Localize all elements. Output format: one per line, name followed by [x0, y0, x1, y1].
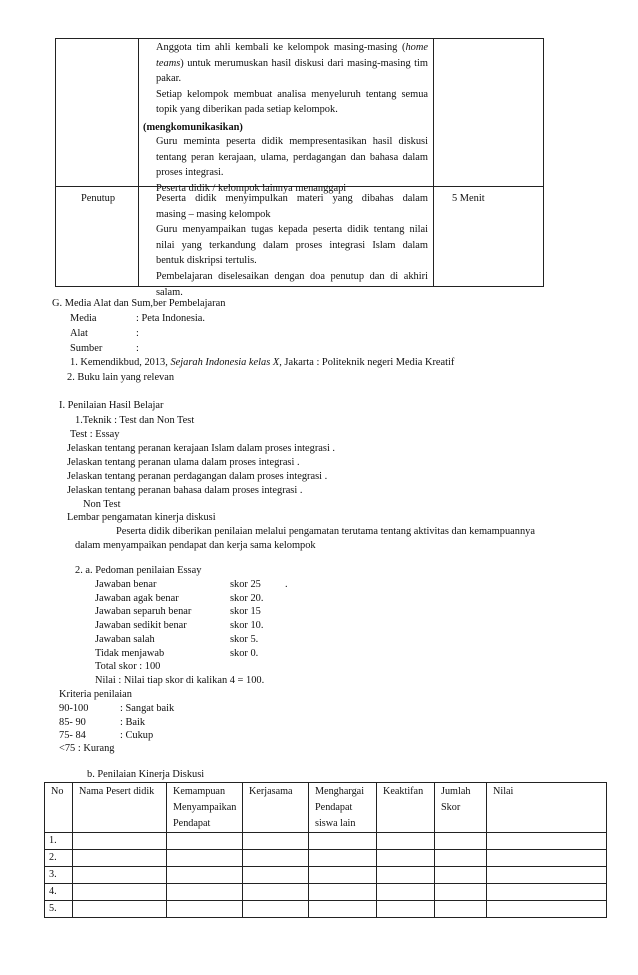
table-cell — [435, 850, 487, 867]
section-i-heading: I. Penilaian Hasil Belajar — [59, 400, 164, 411]
row-number: 1. — [45, 833, 73, 850]
row-number: 2. — [45, 850, 73, 867]
kriteria-label: : Baik — [120, 716, 146, 728]
media-label: Media — [70, 313, 97, 324]
pedoman-score-extra: . — [285, 579, 288, 590]
table-cell — [377, 900, 435, 917]
kriteria-range: 75- 84 — [59, 730, 86, 742]
header-text: Pendapat — [315, 801, 353, 813]
pedoman-answer-label: Tidak menjawab — [95, 647, 165, 659]
table-cell — [243, 867, 309, 884]
header-text: Keaktifan — [383, 786, 424, 797]
essay-item: Jelaskan tentang peranan perdagangan dalam proses integrasi . — [67, 471, 328, 482]
table-cell — [73, 900, 167, 917]
pedoman-answer-label: Jawaban separuh benar — [95, 606, 192, 618]
paragraph-line: Peserta didik diberikan penilaian melalui pengamatan terutama tentang aktivitas dan kemampuannya — [116, 526, 535, 537]
pedoman-answer-label: Jawaban agak benar — [95, 592, 179, 604]
pedoman-score: skor 0. — [230, 647, 259, 659]
table-cell — [243, 883, 309, 900]
pedoman-answer-label: Jawaban sedikit benar — [95, 620, 187, 632]
continuation-line: Anggota tim ahli kembali ke kelompok masing-masing (home — [156, 42, 428, 53]
table-cell — [435, 867, 487, 884]
column-divider — [138, 39, 139, 286]
penutup-line: Guru menyampaikan tugas kepada peserta didik tentang nilai — [156, 224, 428, 236]
alat-value: : — [136, 328, 139, 339]
pedoman-heading: 2. a. Pedoman penilaian Essay — [75, 565, 202, 576]
continuation-line: topik yang diberikan pada setiap kelompok. — [156, 104, 338, 116]
kinerja-heading: b. Penilaian Kinerja Diskusi — [87, 769, 205, 780]
table-cell — [309, 833, 377, 850]
essay-item: Jelaskan tentang peranan kerajaan Islam dalam proses integrasi . — [67, 443, 336, 454]
table-cell — [73, 850, 167, 867]
penutup-time: 5 Menit — [452, 193, 485, 204]
reference-1: 1. Kemendikbud, 2013, Sejarah Indonesia kelas X, Jakarta : Politeknik negeri Media Kreatif — [70, 357, 455, 368]
pedoman-score: skor 5. — [230, 633, 259, 645]
table-cell — [167, 833, 243, 850]
table-cell — [309, 850, 377, 867]
table-cell — [73, 833, 167, 850]
table-cell — [487, 850, 607, 867]
section-g-heading: G. Media Alat dan Sum,ber Pembelajaran — [52, 298, 226, 309]
continuation-line: Setiap kelompok membuat analisa menyeluruh tentang semua — [156, 88, 428, 100]
header-text: Kemampuan — [173, 786, 226, 797]
table-header-cell — [435, 783, 487, 833]
komunikasi-text — [156, 134, 428, 196]
komunikasi-line: proses integrasi. — [156, 167, 224, 179]
pedoman-answer-label: Jawaban benar — [95, 579, 157, 590]
penutup-text — [156, 191, 428, 300]
table-cell — [243, 833, 309, 850]
mengkomunikasikan-heading: (mengkomunikasikan) — [143, 122, 243, 133]
table-header-cell — [167, 783, 243, 833]
kriteria-range: 90-100 — [59, 703, 89, 714]
table-cell — [309, 883, 377, 900]
header-text: Nama Pesert didik — [79, 786, 155, 797]
row-number: 5. — [45, 900, 73, 917]
total-skor: Total skor : 100 — [95, 661, 161, 672]
row-number: 4. — [45, 883, 73, 900]
header-text: No — [51, 786, 64, 797]
pedoman-score: skor 25 — [230, 579, 261, 590]
teknik-line: 1.Teknik : Test dan Non Test — [75, 415, 195, 426]
table-cell — [435, 900, 487, 917]
test-essay-line: Test : Essay — [70, 429, 120, 440]
kinerja-table — [44, 782, 607, 918]
table-header-cell — [487, 783, 607, 833]
table-cell — [487, 900, 607, 917]
table-header-cell — [309, 783, 377, 833]
table-cell — [487, 867, 607, 884]
sumber-value: : — [136, 343, 139, 354]
penutup-line: Pembelajaran diselesaikan dengan doa penutup dan di akhiri — [156, 271, 428, 283]
header-text: Kerjasama — [249, 786, 293, 797]
pedoman-score: skor 20. — [230, 592, 264, 604]
media-value: : Peta Indonesia. — [136, 313, 205, 324]
column-divider — [433, 39, 434, 286]
table-cell — [167, 883, 243, 900]
kriteria-heading: Kriteria penilaian — [59, 689, 132, 700]
table-row — [45, 883, 607, 900]
alat-label: Alat — [70, 328, 88, 339]
pedoman-score: skor 15 — [230, 606, 261, 618]
table-header-cell — [73, 783, 167, 833]
table-cell — [377, 883, 435, 900]
kriteria-kurang: <75 : Kurang — [59, 743, 115, 754]
table-cell — [73, 867, 167, 884]
paragraph-line: dalam menyampaikan pendapat dan kerja sama kelompok — [75, 540, 316, 551]
table-cell — [377, 833, 435, 850]
table-cell — [487, 883, 607, 900]
table-cell — [309, 900, 377, 917]
penutup-line: Peserta didik menyimpulkan materi yang dibahas dalam — [156, 193, 428, 204]
header-text: siswa lain — [315, 817, 356, 829]
nilai-rule: Nilai : Nilai tiap skor di kalikan 4 = 100. — [95, 675, 265, 686]
header-text: Jumlah — [441, 786, 471, 797]
sumber-label: Sumber — [70, 343, 103, 354]
continuation-text — [156, 40, 428, 118]
table-cell — [167, 867, 243, 884]
penutup-label: Penutup — [81, 193, 116, 204]
header-text: Menyampaikan — [173, 801, 237, 813]
table-cell — [435, 883, 487, 900]
kriteria-label: : Cukup — [120, 730, 154, 742]
header-text: Nilai — [493, 786, 514, 797]
table-cell — [167, 900, 243, 917]
table-header-cell — [243, 783, 309, 833]
row-number: 3. — [45, 867, 73, 884]
table-cell — [435, 833, 487, 850]
non-test-label: Non Test — [83, 499, 121, 510]
activity-table — [55, 38, 544, 298]
penutup-line: masing – masing kelompok — [156, 208, 271, 220]
continuation-line: teams) untuk merumuskan hasil diskusi dari masing-masing tim — [156, 57, 428, 69]
table-cell — [377, 867, 435, 884]
essay-item: Jelaskan tentang peranan bahasa dalam proses integrasi . — [67, 485, 303, 496]
header-text: Menghargai — [315, 786, 365, 797]
table-row — [45, 850, 607, 867]
reference-2: 2. Buku lain yang relevan — [67, 372, 175, 383]
table-row — [45, 833, 607, 850]
pedoman-answer-label: Jawaban salah — [95, 633, 155, 645]
penutup-line: bentuk diskripsi tertulis. — [156, 255, 257, 267]
table-cell — [243, 900, 309, 917]
penutup-line: salam. — [156, 286, 183, 298]
kriteria-label: : Sangat baik — [120, 703, 175, 714]
table-cell — [487, 833, 607, 850]
table-row — [45, 900, 607, 917]
continuation-line: pakar. — [156, 73, 182, 85]
pedoman-score: skor 10. — [230, 620, 264, 632]
table-cell — [167, 850, 243, 867]
komunikasi-line: Peserta didik / kelompok lainnya menanggapi — [156, 182, 347, 194]
table-row — [45, 867, 607, 884]
lembar-line: Lembar pengamatan kinerja diskusi — [67, 512, 216, 523]
table-header-cell — [45, 783, 73, 833]
komunikasi-line: tentang peran kerajaan, ulama, perdagangan dan bahasa dalam — [156, 151, 428, 163]
komunikasi-line: Guru meminta peserta didik mempresentasikan hasil diskusi — [156, 136, 428, 147]
table-cell — [377, 850, 435, 867]
essay-item: Jelaskan tentang peranan ulama dalam proses integrasi . — [67, 457, 300, 468]
header-text: Pendapat — [173, 817, 211, 829]
table-header-cell — [377, 783, 435, 833]
kriteria-range: 85- 90 — [59, 716, 86, 728]
table-cell — [309, 867, 377, 884]
table-cell — [243, 850, 309, 867]
header-text: Skor — [441, 801, 461, 813]
penutup-line: nilai yang terkandung dalam proses integrasi Islam dalam — [156, 239, 428, 251]
table-cell — [73, 883, 167, 900]
